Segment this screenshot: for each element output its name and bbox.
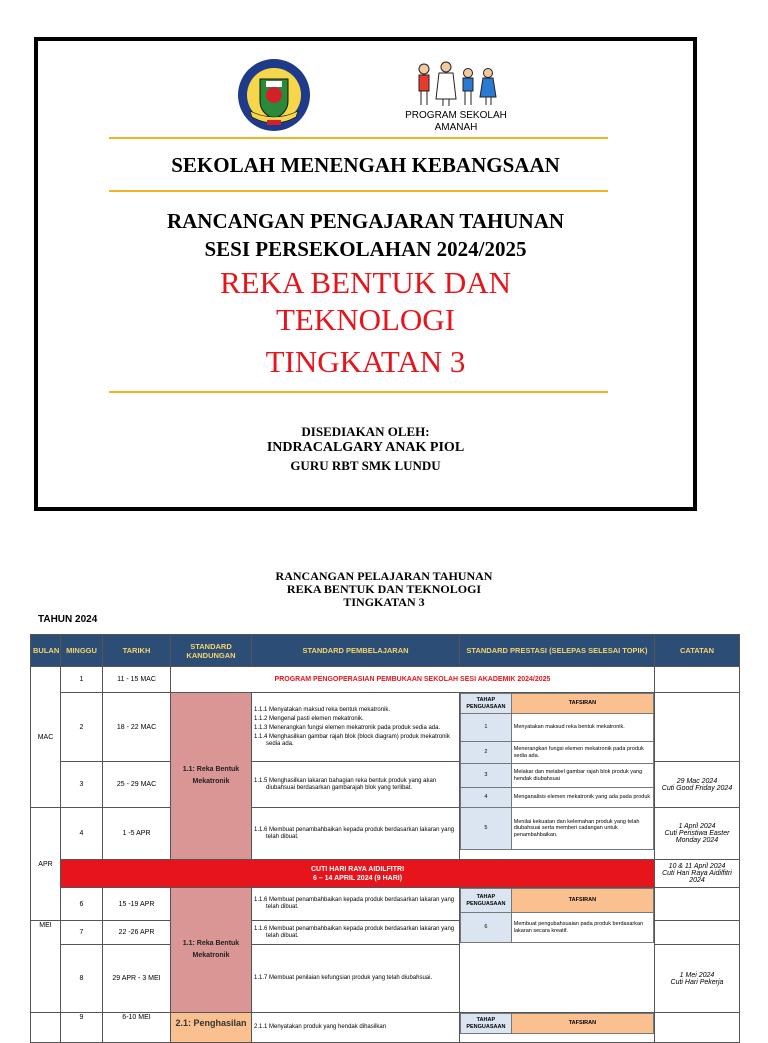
sp-item: 1.1.6 Membuat penambahbaikan kepada produk berdasarkan lakaran yang telah dibuat. <box>254 826 455 840</box>
sp-week7 <box>252 921 460 945</box>
table-row <box>31 888 740 921</box>
cuti-dates: 6 – 14 APRIL 2024 (9 HARI) <box>312 874 403 882</box>
tf-value: Menganalisis elemen mekatronik yang ada pada produk <box>511 788 653 808</box>
week-date: 22 -26 APR <box>103 921 171 945</box>
year-label: TAHUN 2024 <box>38 614 98 625</box>
prestasi-head-tp: TAHAP PENGUASAAN <box>461 889 512 913</box>
catatan-line: Cuti Peristiwa Easter <box>664 830 730 837</box>
teacher-role: GURU RBT SMK LUNDU <box>290 458 441 473</box>
rpt-title: RANCANGAN PENGAJARAN TAHUNAN <box>166 209 565 233</box>
header-minggu: MINGGU <box>61 635 103 667</box>
sp-item: 1.1.4 Menghasilkan gambar rajah blok (block diagram) produk mekatronik sedia ada. <box>254 733 450 747</box>
holiday-row <box>31 860 740 888</box>
prestasi-table-2 <box>460 888 654 943</box>
catatan-cell <box>655 1013 740 1043</box>
header-standard-kandungan: STANDARD KANDUNGAN <box>171 635 252 667</box>
header-tarikh: TARIKH <box>103 635 171 667</box>
sp-item: 1.1.5 Menghasilkan lakaran bahagian reka bentuk produk yang akan diubahsuai berdasarkan gambarajah blok yang terlibat. <box>254 777 437 791</box>
catatan-line: Cuti Hari Pekerja <box>670 978 724 986</box>
week-number: 9 <box>61 1013 103 1043</box>
program-opening-row: PROGRAM PENGOPERASIAN PEMBUKAAN SEKOLAH SESI AKADEMIK 2024/2025 <box>171 667 655 693</box>
sp-week8 <box>252 945 460 1013</box>
sp-item: 1.1.3 Menerangkan fungsi elemen mekatronik pada produk sedia ada. <box>254 724 441 731</box>
header-standard-pembelajaran: STANDARD PEMBELAJARAN <box>252 635 460 667</box>
standard-prestasi-block-2 <box>460 888 655 1013</box>
sp-item: 1.1.6 Membuat penambahbaikan kepada produk berdasarkan lakaran yang telah dibuat. <box>254 897 455 910</box>
header-catatan: CATATAN <box>655 635 740 667</box>
catatan-aidilfitri <box>655 860 740 888</box>
catatan-line: Monday 2024 <box>675 837 719 844</box>
sp-week2 <box>252 693 460 762</box>
divider-top <box>109 137 608 139</box>
sp-week9 <box>252 1013 460 1043</box>
prestasi-head-tp: TAHAP PENGUASAAN <box>461 694 512 714</box>
session-title: SESI PERSEKOLAHAN 2024/2025 <box>204 237 527 261</box>
tp-value: 5 <box>461 808 512 850</box>
catatan-line: 29 Mac 2024 <box>676 777 718 785</box>
yearly-plan-table <box>30 634 740 1043</box>
table-header-row <box>31 635 740 667</box>
sp-item: 1.1.7 Membuat penilaian kefungsian produk yang telah diubahsuai. <box>254 975 433 981</box>
sp-week6 <box>252 888 460 921</box>
standard-kandungan-mekatronik: 1.1: Reka Bentuk Mekatronik <box>171 693 252 860</box>
amanah-line2: AMANAH <box>434 122 478 133</box>
divider-middle <box>109 190 608 192</box>
table-row <box>31 667 740 693</box>
week-date: 11 - 15 MAC <box>103 667 171 693</box>
catatan-line: 2024 <box>689 877 705 884</box>
standard-kandungan-mekatronik-2: 1.1: Reka Bentuk Mekatronik <box>171 888 252 1013</box>
month-apr: APR <box>31 808 61 921</box>
tp-value: 6 <box>461 913 512 943</box>
amanah-line1: PROGRAM SEKOLAH <box>405 110 507 121</box>
tf-value: Menerangkan fungsi elemen mekatronik pada produk sedia ada. <box>511 742 653 764</box>
program-amanah-logo <box>400 59 512 139</box>
week-number: 4 <box>61 808 103 860</box>
sp-week3 <box>252 762 460 808</box>
standard-prestasi-block-3 <box>460 1013 655 1043</box>
table-row <box>31 1013 740 1043</box>
subject-line2: TEKNOLOGI <box>275 302 456 337</box>
cover-page <box>34 37 697 511</box>
month-mei: MEI <box>31 921 61 1013</box>
catatan-cell <box>655 667 740 693</box>
catatan-line: 10 & 11 April 2024 <box>668 863 726 870</box>
plan-title: RANCANGAN PELAJARAN TAHUNAN <box>275 569 493 583</box>
month-cell <box>31 1013 61 1043</box>
header-bulan: BULAN <box>31 635 61 667</box>
week-date: 1 -5 APR <box>103 808 171 860</box>
catatan-good-friday <box>655 762 740 808</box>
tf-value: Melakar dan melabel gambar rajah blok produk yang hendak diubahsuai <box>511 764 653 788</box>
prestasi-head-tf: TAFSIRAN <box>511 889 653 913</box>
catatan-line: 1 Mei 2024 <box>679 971 715 979</box>
divider-bottom <box>109 391 608 393</box>
prestasi-head-tf: TAFSIRAN <box>511 694 653 714</box>
catatan-line: Cuti Hari Raya Aidilfitri <box>662 870 732 877</box>
standard-kandungan-penghasilan: 2.1: Penghasilan <box>171 1013 252 1043</box>
form-level: TINGKATAN 3 <box>265 344 466 379</box>
week-number: 7 <box>61 921 103 945</box>
catatan-cell <box>655 888 740 921</box>
cuti-aidilfitri <box>61 860 655 888</box>
week-number: 1 <box>61 667 103 693</box>
tf-value: Membuat pengubahsuaian pada produk berdasarkan lakaran secara kreatif. <box>511 913 653 943</box>
standard-prestasi-block-1 <box>460 693 655 860</box>
school-crest-logo <box>236 57 312 133</box>
prestasi-table-3 <box>460 1013 654 1034</box>
catatan-cell <box>655 921 740 945</box>
prestasi-head-tf: TAFSIRAN <box>511 1014 653 1034</box>
prestasi-head-tp: TAHAP PENGUASAAN <box>461 1014 512 1034</box>
week-date: 29 APR - 3 MEI <box>103 945 171 1013</box>
catatan-easter <box>655 808 740 860</box>
week-number: 6 <box>61 888 103 921</box>
sp-item: 1.1.6 Membuat penambahbaikan kepada produk berdasarkan lakaran yang telah dibuat. <box>254 925 455 939</box>
catatan-cell <box>655 693 740 762</box>
sp-item: 2.1.1 Menyatakan produk yang hendak dihasilkan <box>254 1024 387 1030</box>
week-date: 25 - 29 MAC <box>103 762 171 808</box>
tp-value: 3 <box>461 764 512 788</box>
sp-item: 1.1.1 Menyatakan maksud reka bentuk mekatronik. <box>254 706 391 713</box>
month-mac: MAC <box>31 667 61 808</box>
prepared-by-label: DISEDIAKAN OLEH: <box>301 424 430 439</box>
tp-value: 1 <box>461 714 512 742</box>
tf-value: Menilai kekuatan dan kelemahan produk yang telah diubahsuai serta memberi cadangan untuk penambahbaikan. <box>511 808 653 850</box>
subject-line1: REKA BENTUK DAN <box>219 265 512 300</box>
plan-subject: REKA BENTUK DAN TEKNOLOGI <box>286 582 482 596</box>
week-date: 15 -19 APR <box>103 888 171 921</box>
table-row <box>31 693 740 762</box>
week-number: 8 <box>61 945 103 1013</box>
school-name: SEKOLAH MENENGAH KEBANGSAAN <box>171 153 560 177</box>
children-figures-icon <box>406 59 506 109</box>
week-number: 2 <box>61 693 103 762</box>
plan-form: TINGKATAN 3 <box>343 595 425 609</box>
week-date: 6-10 MEI <box>103 1013 171 1043</box>
prestasi-table-1 <box>460 693 654 850</box>
tp-value: 2 <box>461 742 512 764</box>
header-standard-prestasi: STANDARD PRESTASI (SELEPAS SELESAI TOPIK) <box>460 635 655 667</box>
week-date: 18 - 22 MAC <box>103 693 171 762</box>
tp-value: 4 <box>461 788 512 808</box>
tf-value: Menyatakan maksud reka bentuk mekatronik. <box>511 714 653 742</box>
catatan-line: Cuti Good Friday 2024 <box>661 784 733 792</box>
sp-week4 <box>252 808 460 860</box>
cuti-title: CUTI HARI RAYA AIDILFITRI <box>310 865 405 873</box>
week-number: 3 <box>61 762 103 808</box>
catatan-hari-pekerja <box>655 945 740 1013</box>
teacher-name: INDRACALGARY ANAK PIOL <box>266 440 465 455</box>
catatan-line: 1 April 2024 <box>678 823 716 830</box>
sp-item: 1.1.2 Mengenal pasti elemen mekatronik. <box>254 715 364 722</box>
